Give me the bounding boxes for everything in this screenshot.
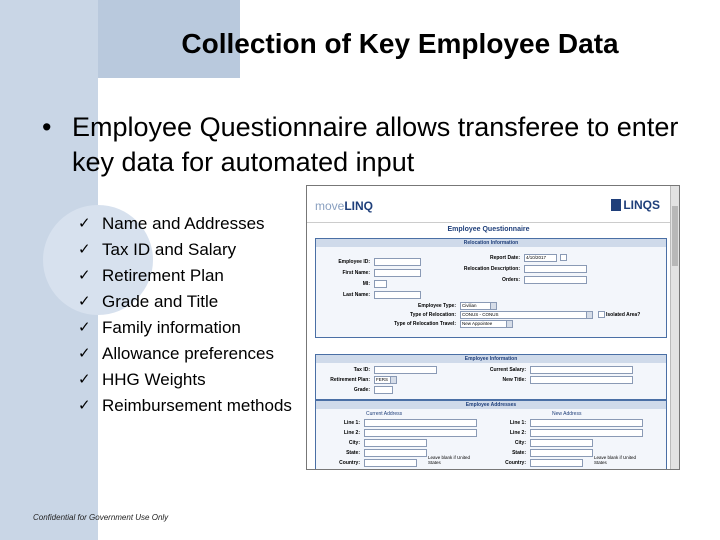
new-line2-label: Line 2: [509,430,526,436]
tax-id-field[interactable] [374,366,437,374]
report-date-label: Report Date: [489,255,520,261]
address-panel-header: Employee Addresses [316,401,666,409]
new-address-heading: New Address [552,411,582,417]
slide-title: Collection of Key Employee Data [181,28,619,59]
current-line1-label: Line 1: [343,420,360,426]
new-title-field[interactable] [530,376,633,384]
bullet-dot: • [42,112,52,142]
questionnaire-screenshot [306,185,680,470]
type-of-relocation-travel-select[interactable]: New Appointee [460,320,513,328]
movelinq-logo [315,199,373,213]
feature-checklist [78,211,318,419]
current-state-label: State: [346,450,360,456]
employee-info-panel-header: Employee Information [316,355,666,363]
last-name-label: Last Name: [343,292,370,298]
relocation-panel-header: Relocation Information [316,239,666,247]
check-icon: ✓ [78,241,91,258]
checklist-item-label: HHG Weights [102,370,206,389]
calendar-icon[interactable] [560,254,567,261]
tax-id-label: Tax ID: [353,367,370,373]
new-country-note: Leave blank if United States [594,455,637,465]
new-city-field[interactable] [530,439,593,447]
checklist-item [78,315,318,341]
bullet-text: Employee Questionnaire allows transferee to enter key data for automated input [72,112,679,177]
screenshot-scrollbar[interactable] [670,186,679,469]
checklist-item [78,211,318,237]
current-line2-label: Line 2: [343,430,360,436]
new-state-label: State: [512,450,526,456]
last-name-field[interactable] [374,291,421,299]
confidentiality-footer: Confidential for Government Use Only [33,513,169,522]
orders-field[interactable] [524,276,587,284]
new-city-label: City: [514,440,526,446]
address-panel [315,400,667,470]
checklist-item-label: Grade and Title [102,292,219,311]
type-of-relocation-travel-label: Type of Relocation Travel: [394,321,456,327]
isolated-area-checkbox[interactable] [598,311,605,318]
employee-type-label: Employee Type: [418,303,456,309]
check-icon: ✓ [78,267,91,284]
check-icon: ✓ [78,371,91,388]
type-of-relocation-label: Type of Relocation: [409,312,456,318]
new-country-field[interactable] [530,459,583,467]
logo-prefix: move [315,199,345,213]
relocation-panel [315,238,667,338]
scrollbar-thumb[interactable] [672,206,678,266]
check-icon: ✓ [78,319,91,336]
current-country-field[interactable] [364,459,417,467]
current-city-field[interactable] [364,439,427,447]
check-icon: ✓ [78,293,91,310]
current-address-heading: Current Address [366,411,403,417]
first-name-label: First Name: [342,270,370,276]
checklist-item-label: Retirement Plan [102,266,224,285]
logo-brand: LINQ [344,199,374,213]
orders-label: Orders: [501,277,520,283]
new-line2-field[interactable] [530,429,643,437]
new-country-label: Country: [505,460,526,466]
brand-header [307,186,670,223]
employee-id-field[interactable] [374,258,421,266]
linqs-logo-text: LINQS [623,198,660,212]
checklist-item-label: Tax ID and Salary [102,240,237,259]
relocation-description-label: Relocation Description: [463,266,520,272]
check-icon: ✓ [78,397,91,414]
linqs-mark-icon [611,199,621,211]
type-of-relocation-select[interactable]: CONUS - CONUS [460,311,593,319]
isolated-area-label: Isolated Area? [606,312,641,318]
employee-type-select[interactable]: Civilian [460,302,497,310]
checklist-item [78,367,318,393]
first-name-field[interactable] [374,269,421,277]
current-line1-field[interactable] [364,419,477,427]
checklist-item-label: Reimbursement methods [102,396,292,415]
checklist-item [78,237,318,263]
new-state-field[interactable] [530,449,593,457]
check-icon: ✓ [78,215,91,232]
retirement-plan-label: Retirement Plan: [330,377,370,383]
checklist-item [78,341,318,367]
mi-label: MI: [362,281,370,287]
mi-field[interactable] [374,280,387,288]
current-salary-field[interactable] [530,366,633,374]
current-salary-label: Current Salary: [489,367,526,373]
current-city-label: City: [348,440,360,446]
checklist-item [78,393,318,419]
new-line1-field[interactable] [530,419,643,427]
linqs-logo [611,198,660,212]
checklist-item-label: Name and Addresses [102,214,265,233]
check-icon: ✓ [78,345,91,362]
retirement-plan-select[interactable]: FERS [374,376,397,384]
current-country-label: Country: [339,460,360,466]
current-state-field[interactable] [364,449,427,457]
current-country-note: Leave blank if United States [428,455,471,465]
new-title-label: New Title: [502,377,526,383]
new-line1-label: Line 1: [509,420,526,426]
checklist-item [78,263,318,289]
grade-field[interactable] [374,386,393,394]
checklist-item [78,289,318,315]
form-title: Employee Questionnaire [447,226,530,233]
employee-info-panel [315,354,667,400]
grade-label: Grade: [353,387,370,393]
checklist-item-label: Allowance preferences [102,344,274,363]
current-line2-field[interactable] [364,429,477,437]
checklist-item-label: Family information [102,318,241,337]
report-date-field[interactable]: 4/10/2017 [524,254,557,262]
relocation-description-field[interactable] [524,265,587,273]
employee-id-label: Employee ID: [338,259,370,265]
